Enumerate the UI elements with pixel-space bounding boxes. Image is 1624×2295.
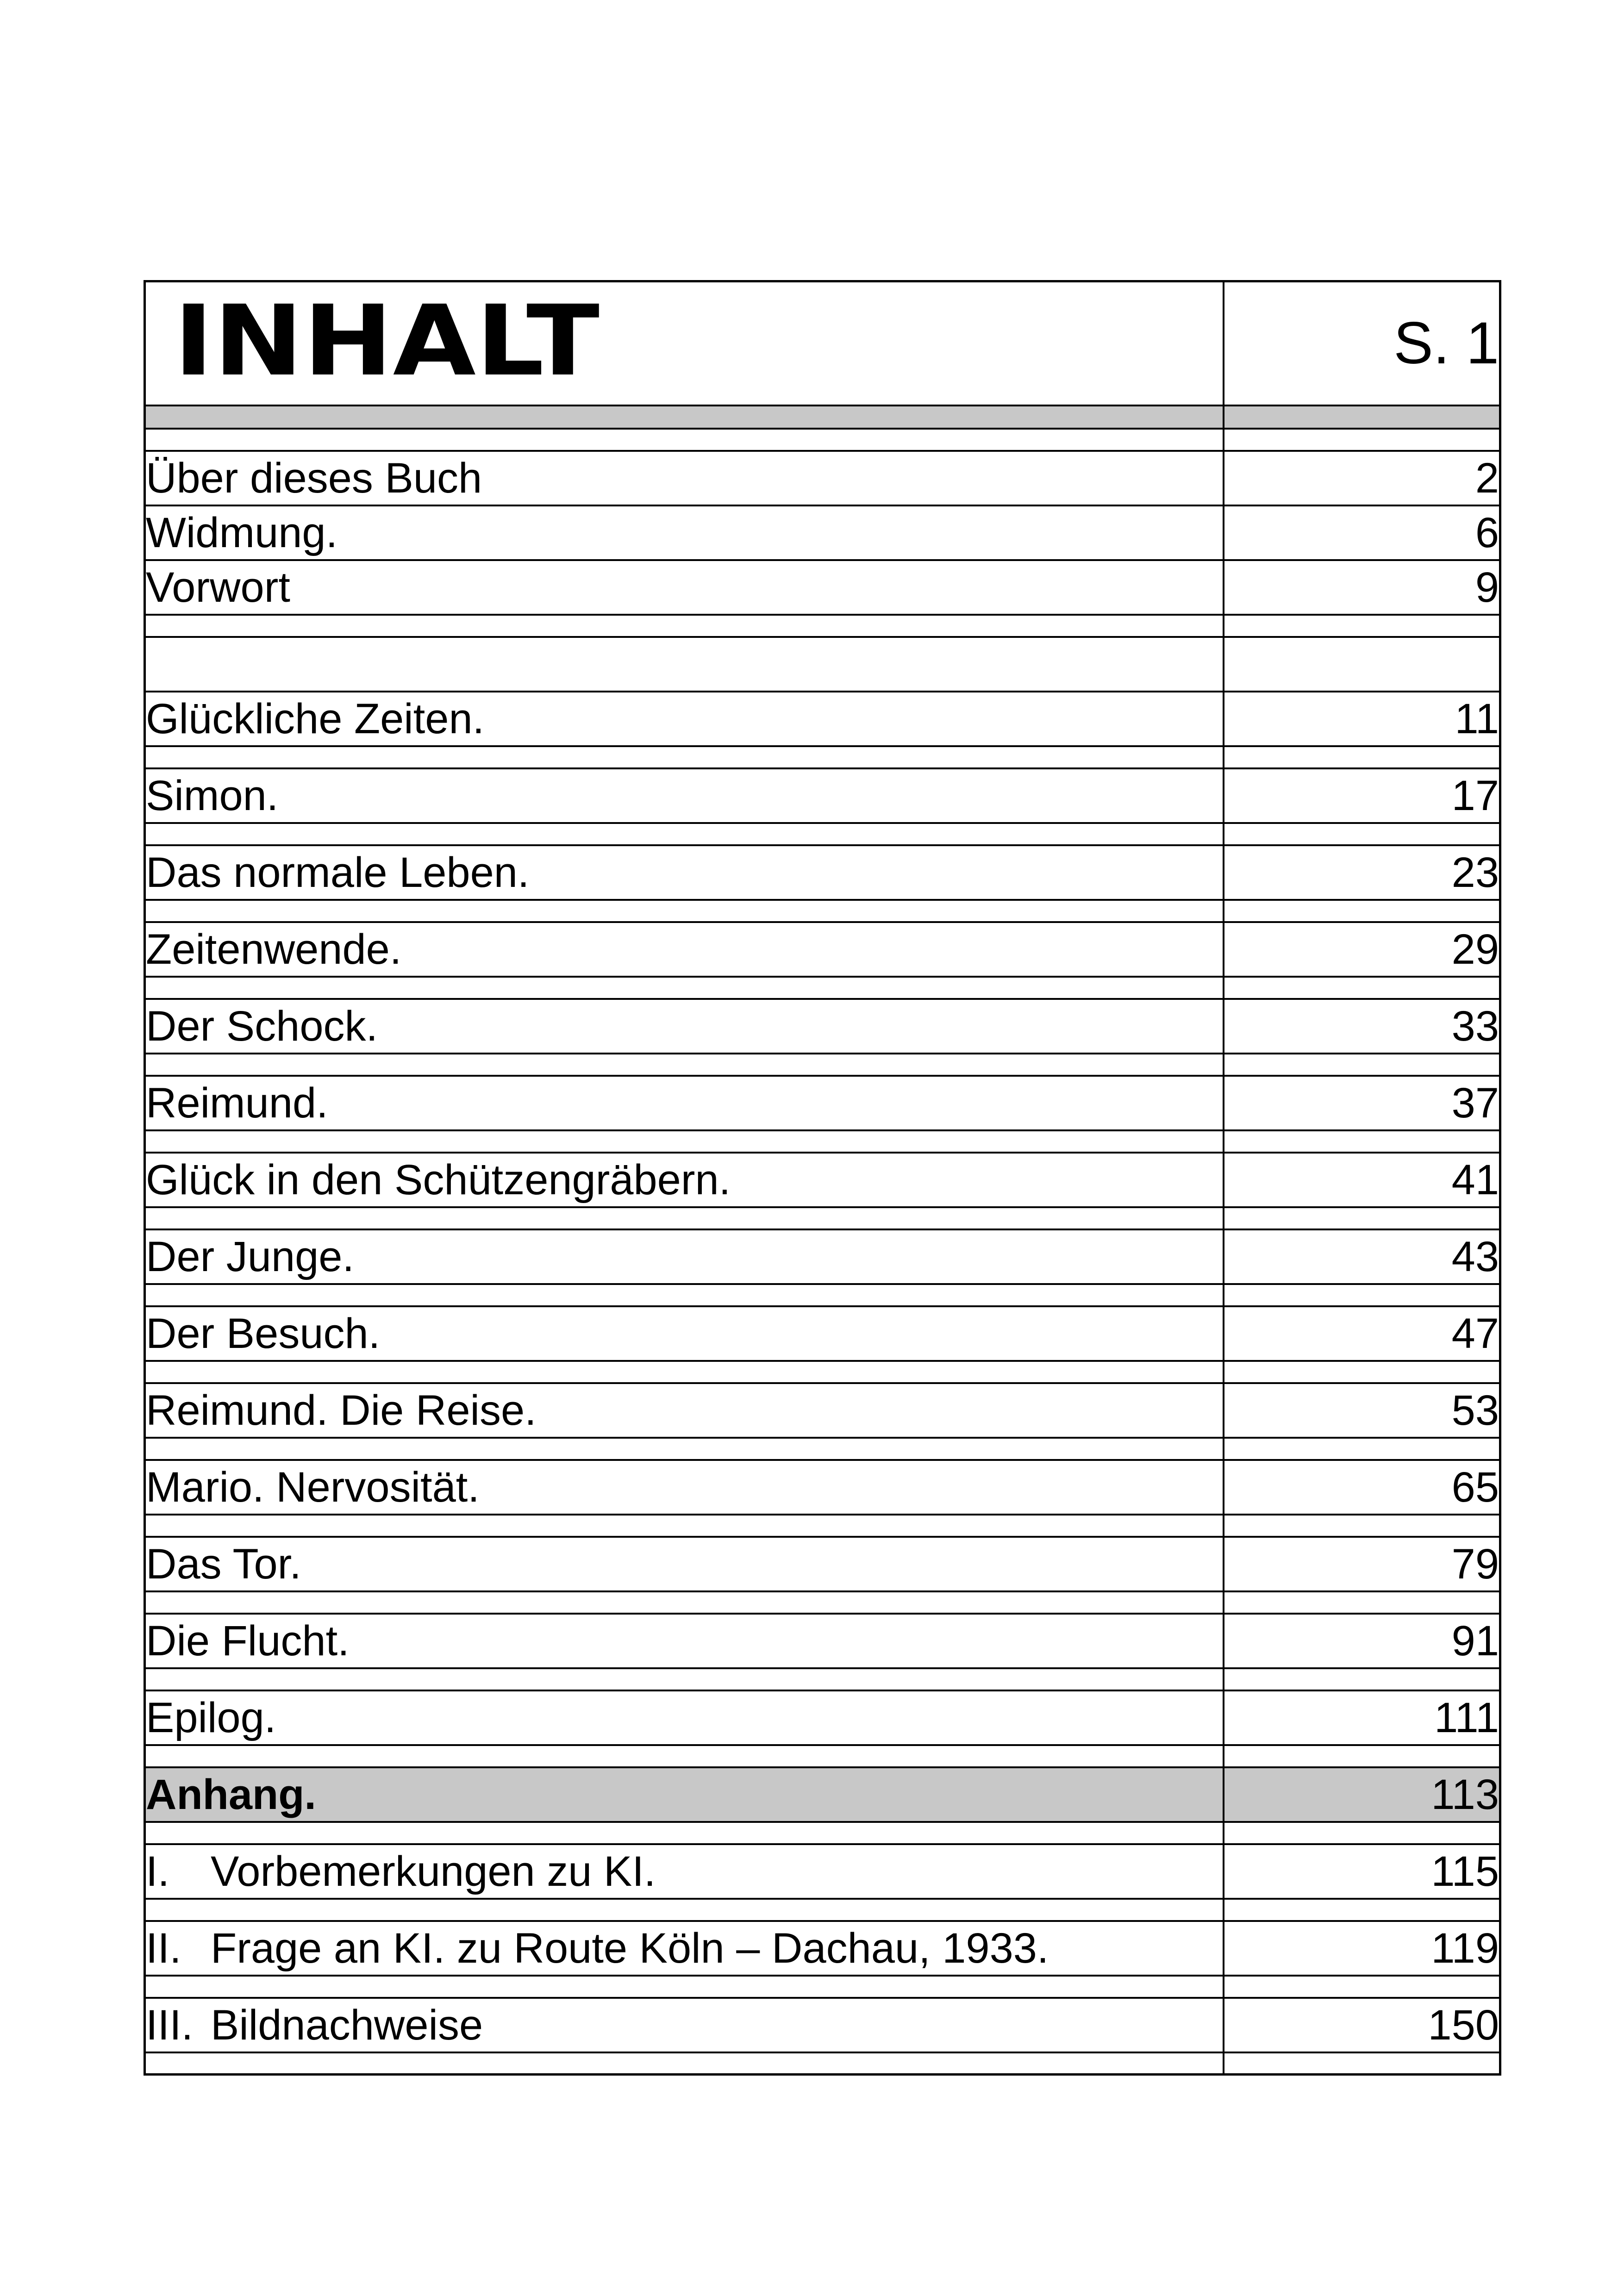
toc-blank-row [145,637,1500,692]
toc-entry-chapter-13 [145,1614,1500,1668]
toc-spacer-row [145,1130,1500,1153]
toc-entry-chapter-9 [145,1306,1500,1361]
toc-entry-title [145,1921,1224,1976]
toc-entry-chapter-7 [145,1153,1500,1207]
toc-entry-page: 11 [1224,692,1500,746]
toc-appendix-page: 113 [1224,1767,1500,1822]
toc-entry-text: Frage an KI. zu Route Köln – Dachau, 1933. [211,1924,1049,1972]
toc-spacer-row [145,2052,1500,2075]
toc-entry-page: 2 [1224,451,1500,505]
toc-entry-front-2 [145,505,1500,560]
toc-entry-front-1 [145,451,1500,505]
toc-entry-page: 33 [1224,999,1500,1054]
toc-spacer-row [145,1438,1500,1460]
toc-divider-strip [145,405,1500,429]
toc-spacer-row [145,1976,1500,1998]
toc-spacer-row [145,1054,1500,1076]
toc-entry-title: Der Besuch. [145,1306,1224,1361]
toc-header-row [145,281,1500,405]
toc-spacer-row [145,1207,1500,1229]
toc-appendix-title: Anhang. [145,1767,1224,1822]
toc-entry-page: 23 [1224,845,1500,900]
toc-spacer-row [145,977,1500,999]
toc-entry-chapter-11 [145,1460,1500,1515]
toc-spacer-row [145,1899,1500,1921]
toc-spacer-row [145,1284,1500,1306]
toc-entry-title [145,1998,1224,2052]
toc-entry-page: 9 [1224,560,1500,615]
toc-entry-title: Der Junge. [145,1229,1224,1284]
toc-spacer-row [145,1745,1500,1767]
toc-spacer-row [145,900,1500,922]
toc-entry-chapter-3 [145,845,1500,900]
toc-entry-page: 41 [1224,1153,1500,1207]
toc-title-cell [145,281,1224,405]
toc-entry-title: Epilog. [145,1690,1224,1745]
toc-entry-page: 29 [1224,922,1500,977]
toc-entry-page: 6 [1224,505,1500,560]
toc-title-logo [146,298,1223,388]
toc-entry-title: Reimund. Die Reise. [145,1383,1224,1438]
toc-entry-page: 65 [1224,1460,1500,1515]
toc-entry-page: 37 [1224,1076,1500,1130]
toc-title: INHALT [174,298,600,387]
toc-spacer-row [145,615,1500,637]
toc-entry-appendix-3 [145,1998,1500,2052]
toc-entry-title: Widmung. [145,505,1224,560]
toc-entry-title: Glück in den Schützengräbern. [145,1153,1224,1207]
toc-entry-title: Über dieses Buch [145,451,1224,505]
toc-entry-title: Das normale Leben. [145,845,1224,900]
toc-entry-chapter-6 [145,1076,1500,1130]
toc-entry-text: Bildnachweise [211,2001,483,2049]
toc-entry-page: 115 [1224,1844,1500,1899]
toc-entry-title: Die Flucht. [145,1614,1224,1668]
toc-page-label: S. 1 [1224,281,1500,405]
toc-entry-title: Vorwort [145,560,1224,615]
table-of-contents [144,280,1501,2076]
toc-spacer-row [145,429,1500,451]
toc-entry-title: Das Tor. [145,1537,1224,1591]
toc-entry-title: Glückliche Zeiten. [145,692,1224,746]
toc-spacer-row [145,1361,1500,1383]
toc-entry-chapter-1 [145,692,1500,746]
toc-roman-numeral: III. [146,2001,194,2049]
toc-spacer-row [145,1822,1500,1844]
toc-spacer-row [145,1668,1500,1690]
toc-spacer-row [145,746,1500,768]
toc-entry-chapter-4 [145,922,1500,977]
toc-roman-numeral: II. [146,1924,181,1972]
toc-spacer-row [145,823,1500,845]
toc-roman-numeral: I. [146,1847,170,1895]
toc-entry-page: 17 [1224,768,1500,823]
toc-entry-page: 43 [1224,1229,1500,1284]
toc-entry-page: 150 [1224,1998,1500,2052]
toc-entry-title [145,1844,1224,1899]
toc-entry-chapter-12 [145,1537,1500,1591]
toc-entry-page: 119 [1224,1921,1500,1976]
toc-entry-title: Simon. [145,768,1224,823]
toc-spacer-row [145,1591,1500,1614]
toc-entry-chapter-10 [145,1383,1500,1438]
toc-entry-title: Reimund. [145,1076,1224,1130]
toc-entry-chapter-2 [145,768,1500,823]
toc-entry-text: Vorbemerkungen zu KI. [211,1847,656,1895]
toc-entry-appendix [145,1767,1500,1822]
toc-entry-front-3 [145,560,1500,615]
toc-entry-title: Der Schock. [145,999,1224,1054]
toc-entry-title: Mario. Nervosität. [145,1460,1224,1515]
toc-entry-chapter-5 [145,999,1500,1054]
toc-entry-page: 111 [1224,1690,1500,1745]
toc-entry-chapter-8 [145,1229,1500,1284]
toc-entry-appendix-2 [145,1921,1500,1976]
toc-entry-page: 47 [1224,1306,1500,1361]
toc-entry-page: 91 [1224,1614,1500,1668]
toc-entry-page: 79 [1224,1537,1500,1591]
toc-entry-title: Zeitenwende. [145,922,1224,977]
toc-entry-chapter-14 [145,1690,1500,1745]
toc-entry-page: 53 [1224,1383,1500,1438]
toc-entry-appendix-1 [145,1844,1500,1899]
toc-spacer-row [145,1515,1500,1537]
